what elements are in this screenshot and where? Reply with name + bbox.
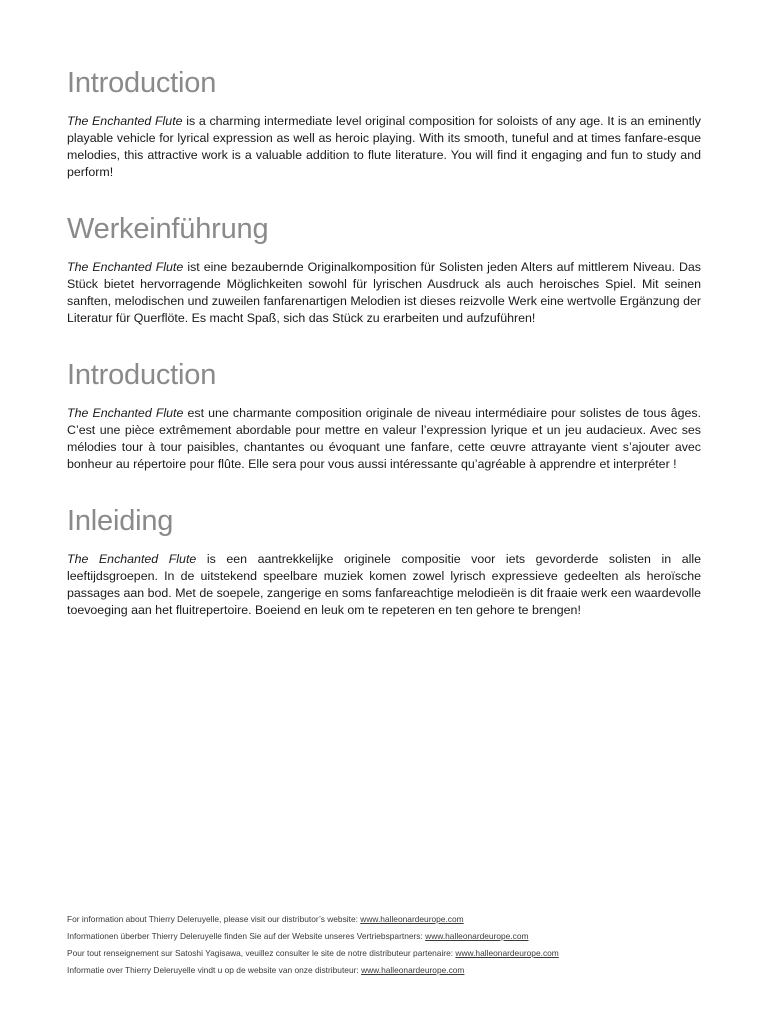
section-english — [67, 66, 701, 181]
work-title: The Enchanted Flute — [67, 552, 197, 566]
footer-text: Pour tout renseignement sur Satoshi Yagisawa, veuillez consulter le site de notre distributeur partenaire: — [67, 948, 456, 958]
section-heading: Inleiding — [67, 505, 174, 537]
footer-line-english — [67, 911, 707, 928]
paragraph-text: is een aantrekkelijke originele compositie voor iets gevorderde solisten in alle leeftijdsgroepen. In de uitstekend speelbare muziek komen zowel lyrisch expressieve gedeelten als heroïsche passages aan bod. Met de soepele, zangerige en soms fanfareachtige melodieën is dit fraaie werk een waardevolle toevoeging aan het fluitrepertoire. Boeiend en leuk om te repeteren en ten gehore te brengen! — [67, 552, 702, 617]
work-title: The Enchanted Flute — [67, 406, 184, 420]
section-german — [67, 212, 701, 327]
section-dutch — [67, 504, 701, 619]
section-heading: Introduction — [67, 359, 217, 391]
distributor-link[interactable]: www.halleonardeurope.com — [361, 965, 465, 975]
section-heading: Werkeinführung — [67, 213, 269, 245]
footer-text: Informationen überber Thierry Deleruyelle finden Sie auf der Website unseres Vertriebspartners: — [67, 931, 426, 941]
paragraph-text: is a charming intermediate level original composition for soloists of any age. It is an eminently playable vehicle for lyrical expression as well as heroic playing. With its smooth, tuneful and at times fanfare-esque melodies, this attractive work is a valuable addition to flute literature. You will find it engaging and fun to study and perform! — [67, 114, 701, 179]
document-page — [67, 66, 701, 650]
footer-line-french — [67, 945, 707, 962]
paragraph-text: est une charmante composition originale de niveau intermédiaire pour solistes de tous âges. C’est une pièce extrêmement abordable pour mettre en valeur l’expression lyrique et un jeu audacieux. Avec ses mélodies tour à tour paisibles, chantantes ou évoquant une fanfare, cette œuvre attrayante vient s’ajouter avec bonheur au répertoire pour flûte. Elle sera pour vous aussi intéressante qu’agréable à apprendre et interpréter ! — [67, 406, 702, 471]
footer-text: For information about Thierry Deleruyelle, please visit our distributor’s website: — [67, 914, 361, 924]
work-title: The Enchanted Flute — [67, 114, 183, 128]
section-heading: Introduction — [67, 67, 217, 99]
work-title: The Enchanted Flute — [67, 260, 184, 274]
footer-line-german — [67, 928, 707, 945]
paragraph-text: ist eine bezaubernde Originalkomposition für Solisten jeden Alters auf mittlerem Niveau. Das Stück bietet hervorragende Möglichkeiten sowohl für lyrischen Ausdruck als auch heroisches Spiel. Mit seinen sanften, melodischen und zuweilen fanfarenartigen Melodien ist dieses reizvolle Werk eine wertvolle Ergänzung der Literatur für Querflöte. Es macht Spaß, sich das Stück zu erarbeiten und aufzuführen! — [67, 260, 701, 325]
section-paragraph — [67, 551, 701, 619]
section-paragraph — [67, 405, 701, 473]
distributor-link[interactable]: www.halleonardeurope.com — [455, 948, 559, 958]
distributor-link[interactable]: www.halleonardeurope.com — [360, 914, 464, 924]
section-paragraph — [67, 259, 701, 327]
footer-text: Informatie over Thierry Deleruyelle vindt u op de website van onze distributeur: — [67, 965, 362, 975]
distributor-link[interactable]: www.halleonardeurope.com — [425, 931, 529, 941]
footer-notes — [67, 911, 707, 979]
footer-line-dutch — [67, 962, 707, 979]
section-paragraph — [67, 113, 701, 181]
section-french — [67, 358, 701, 473]
